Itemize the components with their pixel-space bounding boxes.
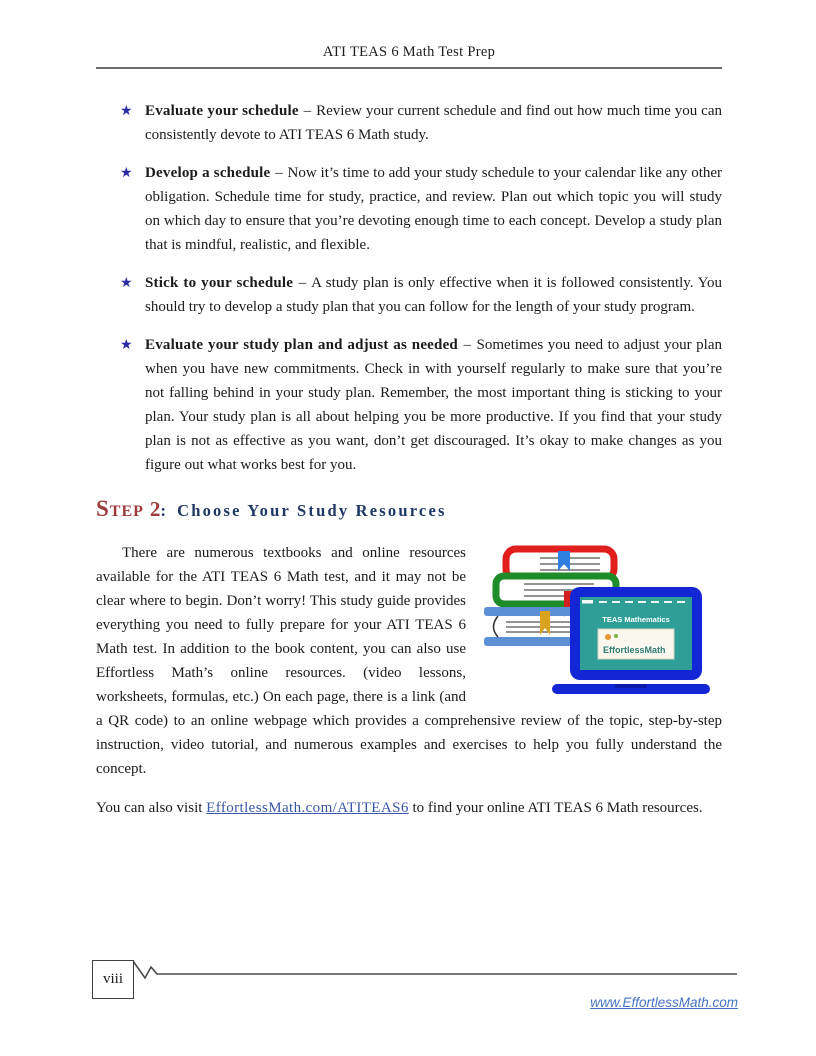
paragraph-visit-link (96, 796, 722, 820)
list-item (96, 333, 722, 477)
laptop-icon (552, 587, 710, 694)
dash-separator: – (303, 103, 312, 119)
step-word: Step (96, 496, 144, 521)
step-title: Choose Your Study Resources (177, 501, 447, 520)
study-tips-list (96, 99, 722, 477)
star-bullet-icon: ★ (120, 104, 133, 119)
effortlessmath-atiteas6-link[interactable]: EffortlessMath.com/ATITEAS6 (206, 800, 409, 816)
dash-separator: – (463, 337, 472, 353)
footer-website-link[interactable]: www.EffortlessMath.com (590, 995, 738, 1010)
footer-rule (131, 958, 739, 984)
laptop-screen-title: TEAS Mathematics (602, 615, 670, 624)
star-bullet-icon: ★ (120, 276, 133, 291)
step-2-heading (96, 495, 722, 525)
paragraph-text: You can also visit (96, 800, 207, 816)
page-number-box (92, 960, 134, 999)
tip-text: Now it’s time to add your study schedule to your calendar like any other obligation. Schedule time for study, practice, and review. Plan out which topic you will study on which day to ensure that you’re devoting enough time to each concept. Develop a study plan that is mindful, realistic, and flexible. (145, 165, 723, 253)
header-title: ATI TEAS 6 Math Test Prep (322, 44, 496, 60)
list-item (96, 99, 722, 147)
effortlessmath-logo-text: EffortlessMath (603, 645, 666, 655)
tip-text: A study plan is only effective when it is followed consistently. You should try to develop a study plan that you can follow for the length of your study program. (145, 275, 722, 315)
dash-separator: – (275, 165, 283, 181)
paragraph-study-resources (96, 541, 722, 781)
tip-lead: Evaluate your schedule (145, 103, 299, 119)
list-item (96, 271, 722, 319)
tip-lead: Evaluate your study plan and adjust as needed (145, 337, 458, 353)
tip-lead: Develop a schedule (145, 165, 271, 181)
books-laptop-illustration (482, 543, 722, 695)
tip-text: Review your current schedule and find out how much time you can consistently devote to ATI TEAS 6 Math study. (145, 103, 722, 143)
step-number: 2 (149, 497, 161, 521)
paragraph-text: There are numerous textbooks and online resources available for the ATI TEAS 6 Math test, and it may not be clear where to begin. Don’t worry! This study guide provides everything you need to fully prepare for your ATI TEAS 6 Math test. In addition to the book content, you can also use Effortless Math’s online resources. (video lessons, worksheets, formulas, etc.) On each page, there is a link (and a QR code) to an online webpage which provides a comprehensive review of the topic, step-by-step instruction, video tutorial, and numerous examples and exercises to help you fully understand the concept. (96, 545, 722, 777)
star-bullet-icon: ★ (120, 166, 133, 181)
logo-figure-icon (605, 634, 611, 640)
dash-separator: – (298, 275, 307, 291)
step-colon: : (160, 501, 167, 520)
page-number: viii (102, 971, 123, 987)
star-bullet-icon: ★ (120, 338, 133, 353)
tip-lead: Stick to your schedule (145, 275, 294, 291)
running-header (96, 44, 722, 69)
tip-text: Sometimes you need to adjust your plan when you have new commitments. Check in with yourself regularly to make sure that you’re not falling behind in your study plan. Remember, the most important thing is sticking to your plan. Your study plan is all about helping you be more productive. If you find that your study plan is not as effective as you want, don’t get discouraged. It’s okay to make changes as you figure out what works best for you. (145, 337, 722, 473)
list-item (96, 161, 722, 257)
paragraph-text: to find your online ATI TEAS 6 Math resources. (408, 800, 703, 816)
